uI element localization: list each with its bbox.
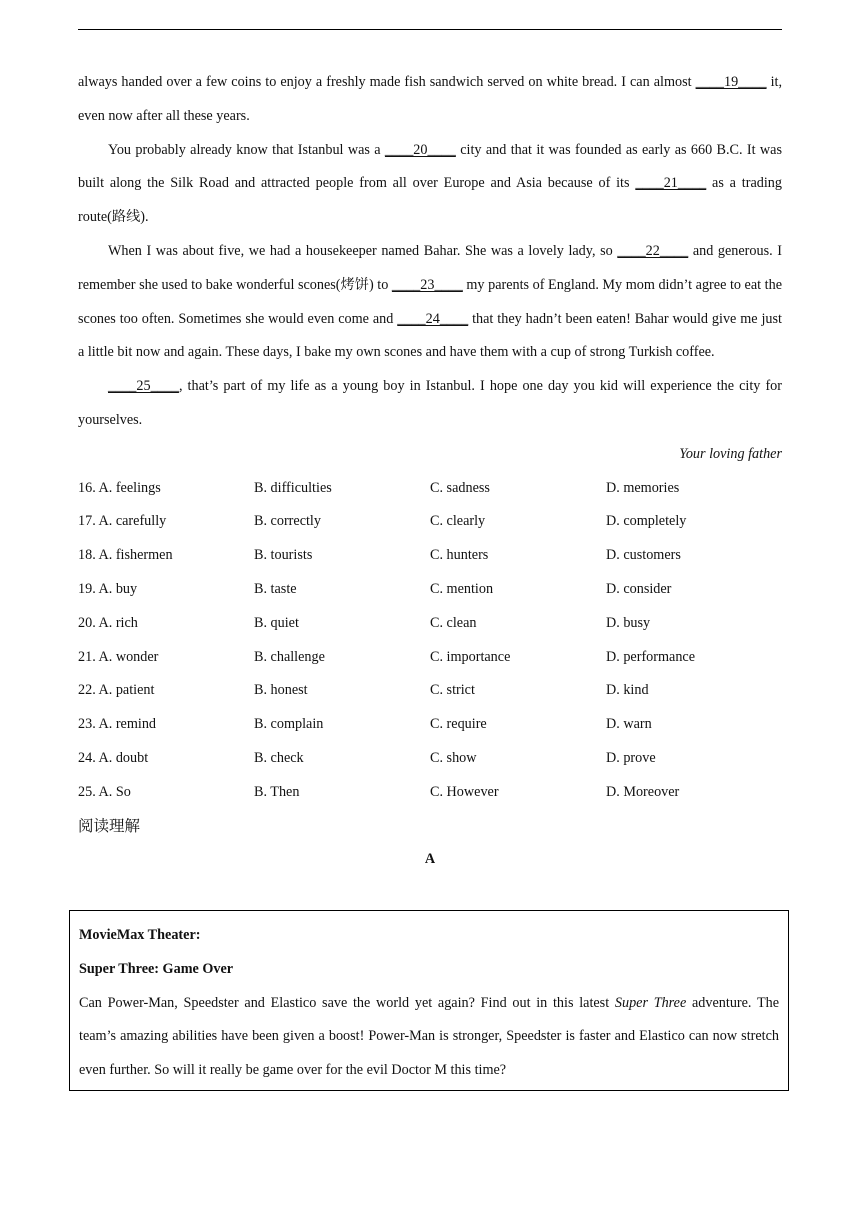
option: 16. A. feelings <box>78 479 161 496</box>
option-row <box>78 674 782 708</box>
option: 19. A. buy <box>78 580 138 597</box>
blank-19: ____19____ <box>695 74 767 90</box>
option: D. prove <box>606 749 656 766</box>
option: D. consider <box>606 580 672 597</box>
option: C. importance <box>430 648 511 665</box>
passage-label: A <box>424 851 436 868</box>
option: C. strict <box>430 682 475 699</box>
text: When I was about five, we had a housekeeper named Bahar. She was a lovely lady, so <box>108 242 618 259</box>
option: B. challenge <box>254 648 325 665</box>
passage-paragraph-1 <box>78 134 782 235</box>
option: C. mention <box>430 580 494 597</box>
option: C. hunters <box>430 547 489 564</box>
option-row <box>78 539 782 573</box>
option: B. correctly <box>254 513 321 530</box>
text: adventure. The team’s amazing abilities have been given a boost! Power-Man is stronger, Speedster is faster and Elastico can now stretch even further. So will it really be game over for the evil Doctor M this time? <box>79 994 780 1079</box>
option: D. warn <box>606 716 652 733</box>
blank-23: ____23____ <box>391 276 463 293</box>
option: D. memories <box>606 479 680 496</box>
option: B. taste <box>254 580 297 597</box>
text: it, even now after all these years. <box>78 74 782 124</box>
blank-20: ____20____ <box>384 141 456 158</box>
text: as a trading route(路线). <box>78 175 782 226</box>
text: my parents of England. My mom didn’t agree to eat the scones too often. Sometimes she would even come and <box>78 276 782 327</box>
option-row <box>78 776 782 810</box>
option: C. sadness <box>430 479 490 496</box>
italic-title: Super Three <box>614 994 687 1011</box>
text: , that’s part of my life as a young boy in Istanbul. I hope one day you kid will experience the city for yourselves. <box>78 378 782 428</box>
option: C. show <box>430 749 477 766</box>
option: C. clean <box>430 614 477 631</box>
letter-signature: Your loving father <box>679 445 782 462</box>
text: and generous. I remember she used to bake wonderful scones(烤饼) to <box>78 242 782 293</box>
option: 22. A. patient <box>78 682 155 699</box>
option: C. clearly <box>430 513 486 530</box>
option-row <box>78 708 782 742</box>
option: 20. A. rich <box>78 614 138 631</box>
passage-paragraph-0 <box>78 66 782 134</box>
option: D. kind <box>606 682 649 699</box>
option: D. customers <box>606 547 681 564</box>
option: D. Moreover <box>606 783 680 800</box>
option: B. quiet <box>254 614 299 631</box>
option: B. difficulties <box>254 479 332 496</box>
section-title: 阅读理解 <box>78 816 141 835</box>
text: Can Power-Man, Speedster and Elastico save the world yet again? Find out in this latest <box>79 994 615 1011</box>
blank-24: ____24____ <box>397 310 469 327</box>
movie-info-box <box>69 910 789 1091</box>
movie-description <box>79 987 779 1088</box>
option-row <box>78 505 782 539</box>
option: B. complain <box>254 716 324 733</box>
text: You probably already know that Istanbul was a <box>108 141 385 158</box>
option-row <box>78 607 782 641</box>
option: C. require <box>430 716 487 733</box>
option: B. Then <box>254 783 300 800</box>
option-row <box>78 641 782 675</box>
option: B. tourists <box>254 547 313 564</box>
option: 18. A. fishermen <box>78 547 173 564</box>
passage-paragraph-3 <box>78 370 782 438</box>
option-row <box>78 742 782 776</box>
option: 24. A. doubt <box>78 749 149 766</box>
header-rule <box>78 29 782 30</box>
passage-paragraph-2 <box>78 235 782 370</box>
blank-22: ____22____ <box>617 242 689 259</box>
text: that they hadn’t been eaten! Bahar would give me just a little bit now and again. These days, I bake my own scones and have them with a cup of strong Turkish coffee. <box>78 310 782 361</box>
blank-21: ____21____ <box>635 175 707 192</box>
theater-name: MovieMax Theater: <box>79 927 201 943</box>
option: D. busy <box>606 614 651 631</box>
option: D. performance <box>606 648 696 665</box>
text: city and that it was founded as early as 660 B.C. It was built along the Silk Road and attracted people from all over Europe and Asia because of its <box>78 141 782 192</box>
text: always handed over a few coins to enjoy a freshly made fish sandwich served on white bread. I can almost <box>78 74 696 90</box>
option-row <box>78 573 782 607</box>
option: B. honest <box>254 682 308 699</box>
options-list <box>78 472 782 810</box>
option: C. However <box>430 783 499 800</box>
page-content <box>78 66 782 877</box>
option: D. completely <box>606 513 687 530</box>
option-row <box>78 472 782 506</box>
option: 21. A. wonder <box>78 648 159 665</box>
movie-title: Super Three: Game Over <box>79 960 234 977</box>
option: 25. A. So <box>78 783 131 800</box>
option: B. check <box>254 749 304 766</box>
option: 17. A. carefully <box>78 513 167 530</box>
option: 23. A. remind <box>78 716 157 733</box>
blank-25: ____25____ <box>108 378 179 395</box>
